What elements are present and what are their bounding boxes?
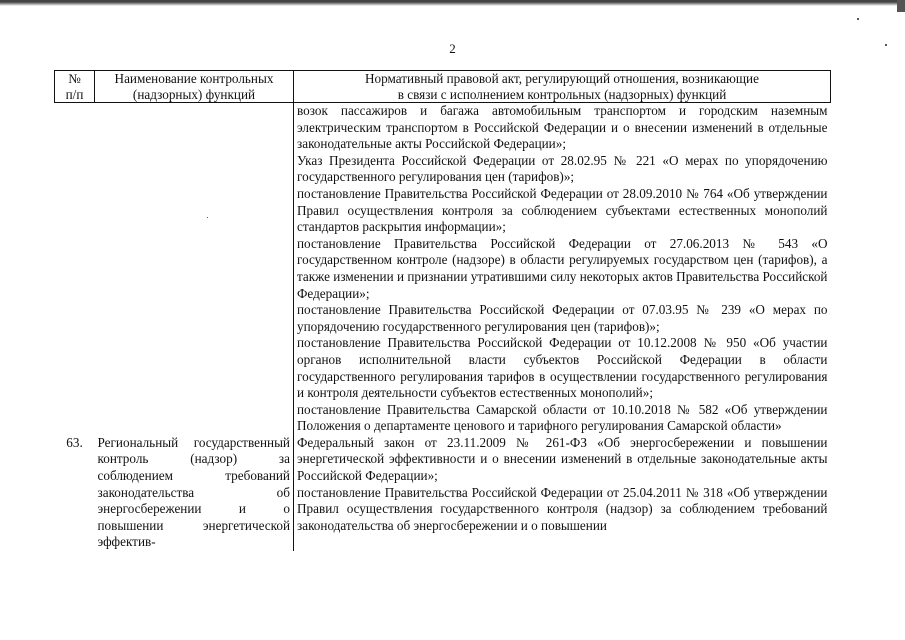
header-acts-line2: в связи с исполнением контрольных (надзорных) функций xyxy=(397,86,727,102)
header-function xyxy=(95,71,294,103)
act-paragraph: возок пассажиров и багажа автомобильным транспортом и городским наземным электрическим транспортом в Российской Федерации и о внесении изменений в отдельные законодательные акты Российской Федерации»; xyxy=(297,103,828,152)
continuation-number-cell xyxy=(55,103,95,435)
act-paragraph: постановление Правительства Российской Федерации от 25.04.2011 № 318 «Об утверждении Правил осуществления государственного контроля (надзор) за соблюдением требований законодательства об энергосбережении и о повышении xyxy=(297,484,828,533)
header-number xyxy=(55,71,95,103)
scan-top-edge xyxy=(0,0,905,6)
header-acts-line1: Нормативный правовой акт, регулирующий отношения, возникающие xyxy=(365,71,759,86)
act-paragraph: постановление Правительства Российской Федерации от 27.06.2013 № 543 «О государственном контроле (надзоре) в области регулируемых государством цен (тарифов), а также изменении и признании утратившими силу некоторых актов Правительства Российской Федерации»; xyxy=(297,235,828,301)
act-paragraph: постановление Правительства Российской Федерации от 10.12.2008 № 950 «Об участии органов исполнительной власти субъектов Российской Федерации в области государственного регулирования тарифов в осуществлении государственного регулирования и контроля деятельности субъектов естественных монополий»; xyxy=(297,335,828,401)
header-number-line1: № xyxy=(68,71,81,86)
table-row-continuation xyxy=(55,103,831,435)
table-row-63 xyxy=(55,435,831,551)
act-paragraph: постановление Правительства Самарской области от 10.10.2018 № 582 «Об утверждении Положения о департаменте ценового и тарифного регулирования Самарской области» xyxy=(297,401,828,434)
scan-corner-mark xyxy=(897,0,905,12)
continuation-acts-cell xyxy=(294,103,831,435)
act-paragraph: Федеральный закон от 23.11.2009 № 261-ФЗ «Об энергосбережении и повышении энергетической эффективности и о внесении изменений в отдельные законодательные акты Российской Федерации»; xyxy=(297,434,828,484)
act-paragraph: Указ Президента Российской Федерации от 28.02.95 № 221 «О мерах по упорядочению государственного регулирования цен (тарифов)»; xyxy=(297,152,828,185)
regulation-table xyxy=(54,70,831,551)
continuation-function-cell xyxy=(95,103,294,435)
function-name: Региональный государственный контроль (надзор) за соблюдением требований законодательства об энергосбережении и о повышении энергетической эффектив- xyxy=(97,434,290,550)
header-function-line1: Наименование контрольных xyxy=(114,71,274,86)
function-cell xyxy=(95,435,294,551)
header-number-line2: п/п xyxy=(65,86,84,102)
act-paragraph: постановление Правительства Российской Федерации от 07.03.95 № 239 «О мерах по упорядочению государственного регулирования цен (тарифов)»; xyxy=(297,302,828,334)
header-function-line2: (надзорных) функций xyxy=(132,86,256,102)
row-acts-cell xyxy=(294,435,831,551)
header-acts xyxy=(294,71,831,103)
page-number: 2 xyxy=(449,41,456,56)
scan-speck xyxy=(857,18,859,20)
act-paragraph: постановление Правительства Российской Федерации от 28.09.2010 № 764 «Об утверждении Правил осуществления контроля за соблюдением субъектами естественных монополий стандартов раскрытия информации»; xyxy=(297,185,828,235)
row-number: 63. xyxy=(66,434,83,450)
table-header-row xyxy=(55,71,831,103)
